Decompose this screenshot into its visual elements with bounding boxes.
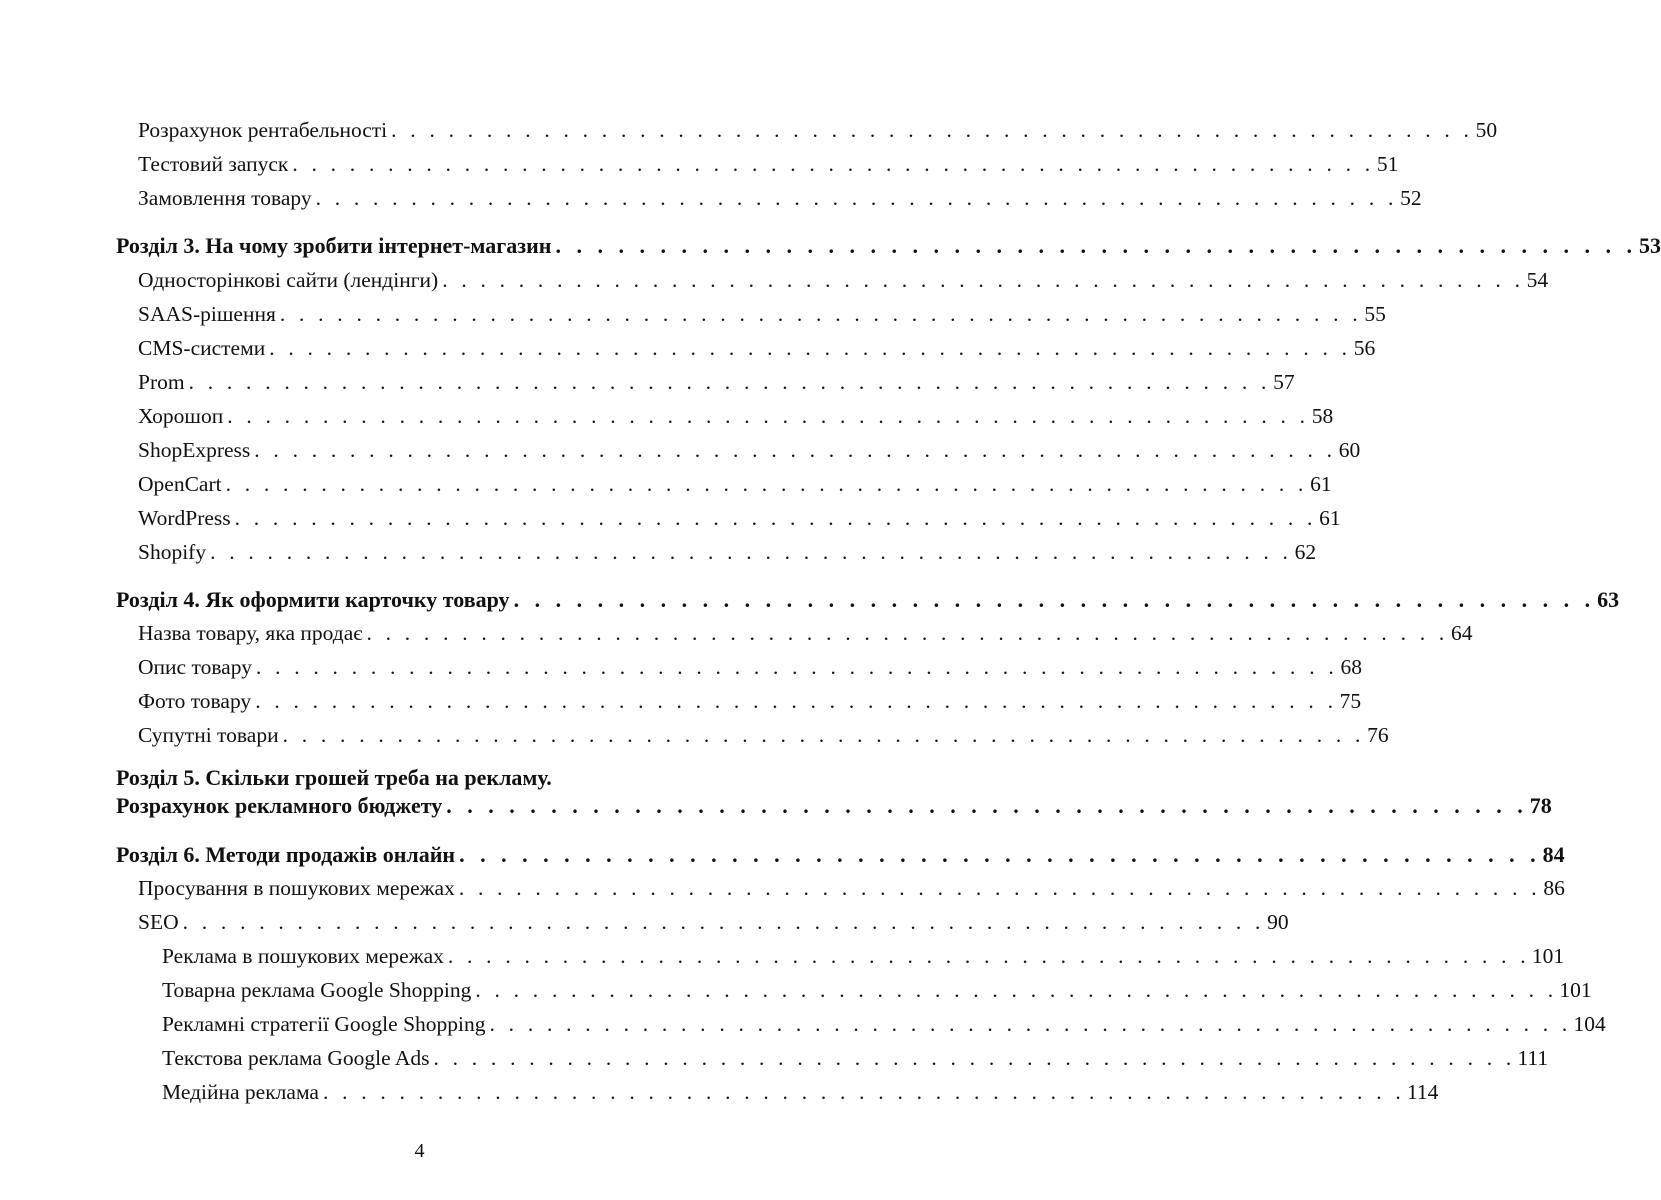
toc-entry-title: Медійна реклама <box>162 1080 319 1104</box>
toc-entry-title: Текстова реклама Google Ads <box>162 1046 430 1070</box>
toc-entry <box>138 540 1317 565</box>
dot-leader: . . . . . . . . . . . . . . . . . . . . . . . . . . . . . . . . . . . . . . . . . . . . . . . . . . . . . . . . . <box>255 689 1338 713</box>
toc-entry <box>138 370 1295 395</box>
dot-leader: . . . . . . . . . . . . . . . . . . . . . . . . . . . . . . . . . . . . . . . . . . . . . . . . . . . . . . . . . <box>182 910 1265 934</box>
toc-entry-page: 64 <box>1450 621 1473 645</box>
chapter-page: 84 <box>1542 842 1565 867</box>
toc-entry-page: 50 <box>1475 118 1498 142</box>
toc-subentry <box>162 1080 1439 1105</box>
toc-entry-title: Реклама в пошукових мережах <box>162 944 444 968</box>
toc-entry-title: Рекламні стратегії Google Shopping <box>162 1012 486 1036</box>
toc-entry <box>138 472 1332 497</box>
toc-entry <box>138 268 1549 293</box>
toc-entry-page: 101 <box>1531 944 1565 968</box>
dot-leader: . . . . . . . . . . . . . . . . . . . . . . . . . . . . . . . . . . . . . . . . . . . . . . . . . . . . <box>513 587 1596 612</box>
dot-leader: . . . . . . . . . . . . . . . . . . . . . . . . . . . . . . . . . . . . . . . . . . . . . . . . . . . . . . . . . <box>225 472 1308 496</box>
chapter-title: Розділ 6. Методи продажів онлайн <box>116 842 456 867</box>
toc-entry-page: 51 <box>1376 152 1399 176</box>
toc-entry-page: 68 <box>1340 655 1362 679</box>
toc-entry-page: 58 <box>1311 404 1334 428</box>
chapter-page: 53 <box>1638 233 1661 258</box>
dot-leader: . . . . . . . . . . . . . . . . . . . . . . . . . . . . . . . . . . . . . . . . . . . . . . . . . . . . . . . . . <box>282 723 1365 747</box>
toc-entry-title: Тестовий запуск <box>138 152 289 176</box>
dot-leader: . . . . . . . . . . . . . . . . . . . . . . . . . . . . . . . . . . . . . . . . . . . . . . . . . . . . . . . . . <box>447 944 1530 968</box>
toc-entry <box>138 506 1341 531</box>
toc-entry-page: 61 <box>1310 472 1332 496</box>
toc-entry-page: 56 <box>1353 336 1376 360</box>
toc-entry-title: Просування в пошукових мережах <box>138 876 455 900</box>
dot-leader: . . . . . . . . . . . . . . . . . . . . . . . . . . . . . . . . . . . . . . . . . . . . . . . . . . . . . . . . . <box>188 370 1271 394</box>
toc-entry-page: 62 <box>1294 540 1317 564</box>
toc-entry-page: 60 <box>1338 438 1361 462</box>
toc-entry-title: OpenCart <box>138 472 222 496</box>
chapter-page: 63 <box>1597 587 1620 612</box>
toc-entry-page: 52 <box>1400 186 1422 210</box>
toc-entry <box>138 336 1376 361</box>
toc-entry <box>138 910 1289 935</box>
toc-entry-title: Односторінкові сайти (лендінги) <box>138 268 439 292</box>
chapter-title: Розрахунок рекламного бюджету <box>116 793 443 818</box>
dot-leader: . . . . . . . . . . . . . . . . . . . . . . . . . . . . . . . . . . . . . . . . . . . . . . . . . . . . . . . . . <box>366 621 1449 645</box>
toc-subentry <box>162 978 1592 1003</box>
toc-entry-title: Товарна реклама Google Shopping <box>162 978 472 1002</box>
dot-leader: . . . . . . . . . . . . . . . . . . . . . . . . . . . . . . . . . . . . . . . . . . . . . . . . . . . . . . . . . <box>210 540 1293 564</box>
dot-leader: . . . . . . . . . . . . . . . . . . . . . . . . . . . . . . . . . . . . . . . . . . . . . . . . . . . . . . . . . <box>292 152 1375 176</box>
toc-subentry <box>162 944 1565 969</box>
dot-leader: . . . . . . . . . . . . . . . . . . . . . . . . . . . . . . . . . . . . . . . . . . . . . . . . . . . . <box>459 842 1541 867</box>
dot-leader: . . . . . . . . . . . . . . . . . . . . . . . . . . . . . . . . . . . . . . . . . . . . . . . . . . . . . . . . . <box>322 1080 1405 1104</box>
toc-entry-title: WordPress <box>138 506 231 530</box>
dot-leader: . . . . . . . . . . . . . . . . . . . . . . . . . . . . . . . . . . . . . . . . . . . . . . . . . . . . . . . . . <box>234 506 1317 530</box>
dot-leader: . . . . . . . . . . . . . . . . . . . . . . . . . . . . . . . . . . . . . . . . . . . . . . . . . . . . . . . . . <box>227 404 1310 428</box>
toc-entry <box>138 689 1362 714</box>
chapter-page: 78 <box>1529 793 1552 818</box>
toc-entry-title: Замовлення товару <box>138 186 312 210</box>
toc-entry-title: Розрахунок рентабельності <box>138 118 388 142</box>
dot-leader: . . . . . . . . . . . . . . . . . . . . . . . . . . . . . . . . . . . . . . . . . . . . . . . . . . . . . . . . . <box>442 268 1525 292</box>
toc-entry <box>138 152 1399 177</box>
toc-entry <box>138 876 1565 901</box>
toc-entry <box>138 404 1334 429</box>
dot-leader: . . . . . . . . . . . . . . . . . . . . . . . . . . . . . . . . . . . . . . . . . . . . . . . . . . . . . . . . . <box>255 655 1338 679</box>
toc-entry-page: 57 <box>1273 370 1295 394</box>
toc-entry-page: 101 <box>1559 978 1592 1002</box>
toc-entry <box>138 302 1386 327</box>
toc-entry-title: Shopify <box>138 540 207 564</box>
toc-chapter-4 <box>116 587 1620 613</box>
dot-leader: . . . . . . . . . . . . . . . . . . . . . . . . . . . . . . . . . . . . . . . . . . . . . . . . . . . . . . . . . <box>315 186 1398 210</box>
toc-entry-title: Фото товару <box>138 689 252 713</box>
toc-entry-title: SEO <box>138 910 179 934</box>
toc-entry-title: Супутні товари <box>138 723 279 747</box>
dot-leader: . . . . . . . . . . . . . . . . . . . . . . . . . . . . . . . . . . . . . . . . . . . . . . . . . . . . . . . . . <box>269 336 1352 360</box>
chapter-title: Розділ 3. На чому зробити інтернет-магазин <box>116 233 552 258</box>
toc-entry-title: Назва товару, яка продає <box>138 621 363 645</box>
toc-entry <box>138 621 1473 646</box>
dot-leader: . . . . . . . . . . . . . . . . . . . . . . . . . . . . . . . . . . . . . . . . . . . . . . . . . . . . . . . . . <box>458 876 1541 900</box>
toc-entry <box>138 118 1498 143</box>
toc-entry-page: 76 <box>1367 723 1389 747</box>
chapter-title: Розділ 4. Як оформити карточку товару <box>116 587 510 612</box>
dot-leader: . . . . . . . . . . . . . . . . . . . . . . . . . . . . . . . . . . . . . . . . . . . . . . . . . . . . . . . . . <box>279 302 1362 326</box>
toc-entry-page: 90 <box>1267 910 1289 934</box>
toc-chapter-5-line1: Розділ 5. Скільки грошей треба на рекламу. <box>116 765 552 790</box>
dot-leader: . . . . . . . . . . . . . . . . . . . . . . . . . . . . . . . . . . . . . . . . . . . . . . . . . . . . . . . . . <box>254 438 1337 462</box>
toc-entry-title: CMS-системи <box>138 336 266 360</box>
dot-leader: . . . . . . . . . . . . . . . . . . . . . . . . . . . . . . . . . . . . . . . . . . . . . . . . . . . . . . . . . <box>433 1046 1516 1070</box>
dot-leader: . . . . . . . . . . . . . . . . . . . . . . . . . . . . . . . . . . . . . . . . . . . . . . . . . . . . . . . . . <box>489 1012 1572 1036</box>
dot-leader: . . . . . . . . . . . . . . . . . . . . . . . . . . . . . . . . . . . . . . . . . . . . . . . . . . . . . . . . . <box>391 118 1474 142</box>
toc-entry-title: Опис товару <box>138 655 252 679</box>
toc-entry-title: Prom <box>138 370 185 394</box>
dot-leader: . . . . . . . . . . . . . . . . . . . . . . . . . . . . . . . . . . . . . . . . . . . . . . . . . . . . . . . . . <box>475 978 1558 1002</box>
toc-entry <box>138 723 1389 748</box>
toc-entry-title: Хорошоп <box>138 404 224 428</box>
toc-entry-page: 55 <box>1364 302 1386 326</box>
toc-entry-title: ShopExpress <box>138 438 251 462</box>
toc-entry-page: 54 <box>1526 268 1549 292</box>
toc-entry <box>138 655 1362 680</box>
toc-subentry <box>162 1012 1606 1037</box>
toc-entry-page: 75 <box>1339 689 1362 713</box>
toc-entry-page: 86 <box>1543 876 1565 900</box>
toc-entry-title: SAAS-рішення <box>138 302 276 326</box>
toc-chapter-5 <box>116 793 1552 819</box>
toc-chapter-3 <box>116 233 1661 259</box>
dot-leader: . . . . . . . . . . . . . . . . . . . . . . . . . . . . . . . . . . . . . . . . . . . . . . . . . . . . <box>446 793 1528 818</box>
toc-entry <box>138 186 1422 211</box>
dot-leader: . . . . . . . . . . . . . . . . . . . . . . . . . . . . . . . . . . . . . . . . . . . . . . . . . . . . <box>555 233 1637 258</box>
toc-chapter-6 <box>116 842 1565 868</box>
toc-entry-page: 104 <box>1573 1012 1606 1036</box>
toc-entry-page: 61 <box>1319 506 1341 530</box>
page-number: 4 <box>414 1140 425 1162</box>
toc-subentry <box>162 1046 1549 1071</box>
toc-entry <box>138 438 1361 463</box>
toc-entry-page: 111 <box>1517 1046 1549 1070</box>
toc-entry-page: 114 <box>1406 1080 1439 1104</box>
